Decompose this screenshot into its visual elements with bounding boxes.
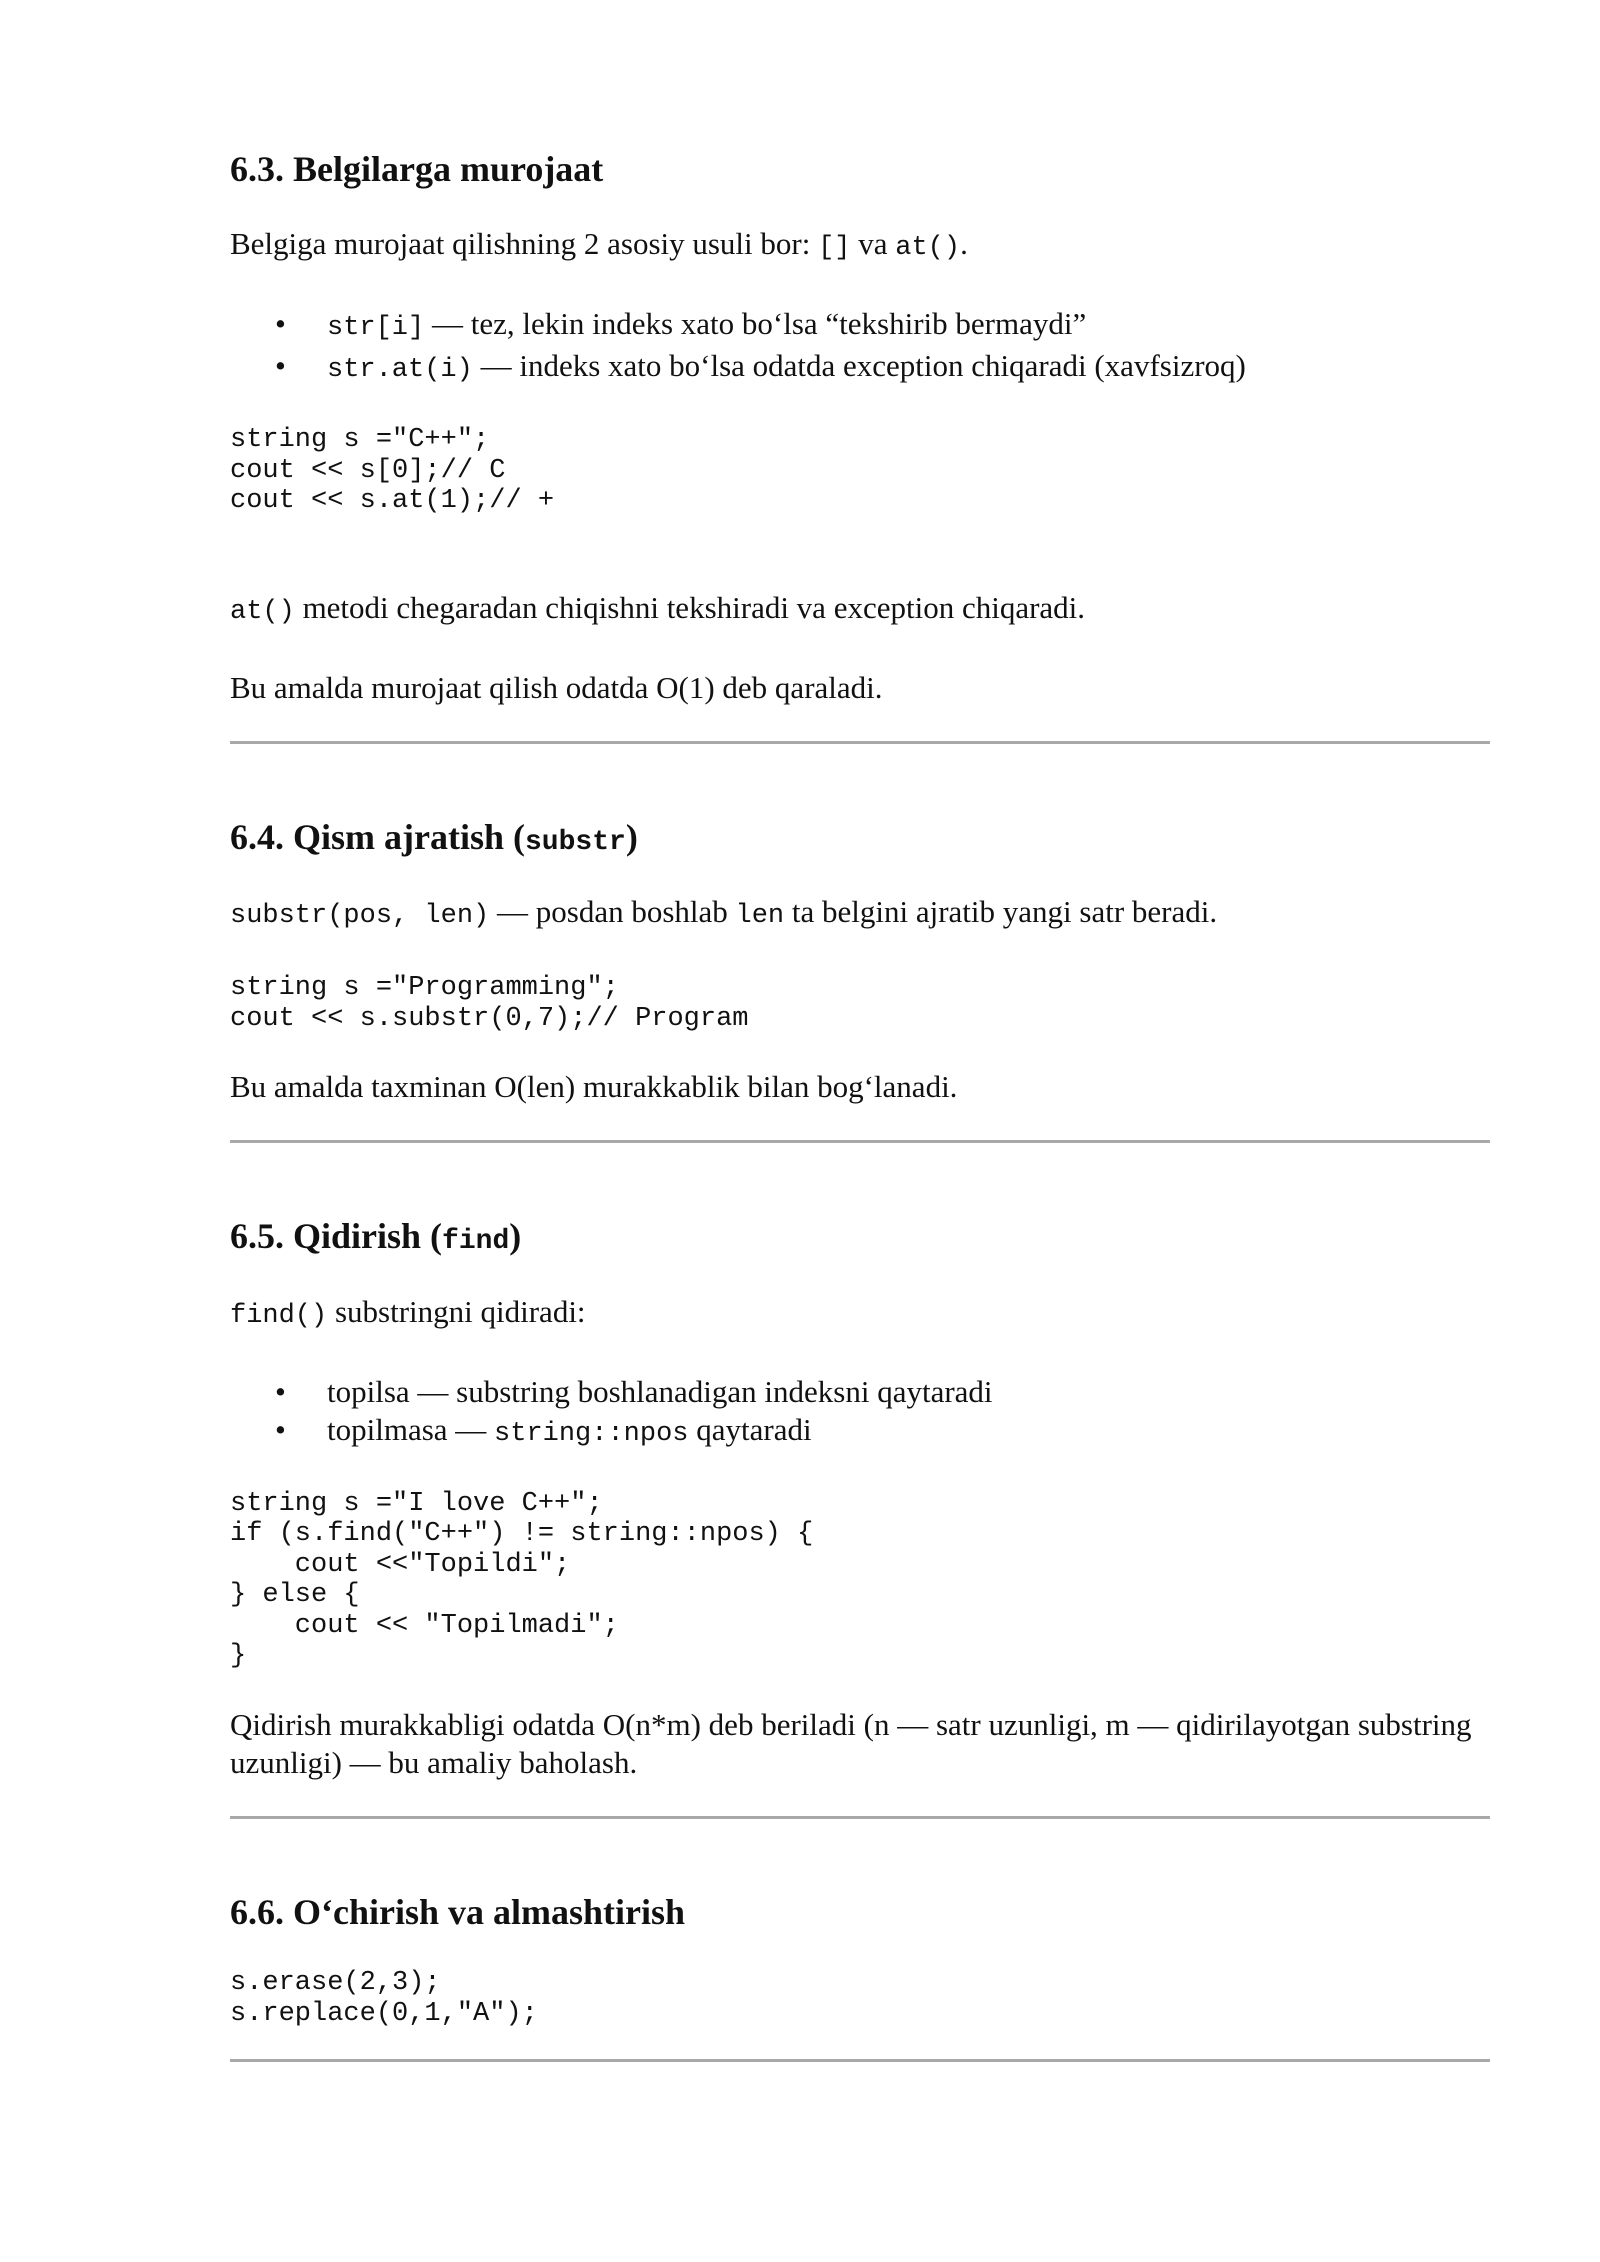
paragraph: at() metodi chegaradan chiqishni tekshiradi va exception chiqaradi. [230, 589, 1086, 627]
list-item: • str[i] — tez, lekin indeks xato bo‘lsa “tekshirib bermaydi” [327, 305, 1490, 347]
document-content [230, 148, 1490, 2062]
horizontal-rule [230, 741, 1490, 744]
section-6-3 [230, 148, 1490, 707]
paragraph: find() substringni qidiradi: [230, 1293, 586, 1331]
list-item: • topilmasa — string::npos qaytaradi [327, 1411, 1490, 1453]
code-block: string s ="C++"; cout << s[0];// C cout << s.at(1);// + [230, 425, 555, 517]
inline-code: at() [230, 596, 295, 627]
section-6-5 [230, 1215, 1490, 1782]
list-item: • topilsa — substring boshlanadigan indeksni qaytaradi [327, 1373, 1490, 1411]
inline-code: find [442, 1226, 510, 1258]
section-6-6 [230, 1891, 1490, 2029]
inline-code: find() [230, 1300, 328, 1331]
horizontal-rule [230, 2059, 1490, 2062]
section-heading: 6.6. O‘chirish va almashtirish [230, 1891, 686, 1932]
code-block: s.erase(2,3); s.replace(0,1,"A"); [230, 1968, 538, 2029]
horizontal-rule [230, 1140, 1490, 1143]
list-item: • str.at(i) — indeks xato bo‘lsa odatda exception chiqaradi (xavfsizroq) [327, 347, 1490, 389]
inline-code: str.at(i) [327, 355, 473, 386]
bullet-list [230, 1373, 1490, 1453]
paragraph: substr(pos, len) — posdan boshlab len ta belgini ajratib yangi satr beradi. [230, 894, 1218, 932]
inline-code: str[i] [327, 313, 425, 344]
section-heading: 6.4. Qism ajratish (substr) [230, 816, 638, 858]
paragraph: Qidirish murakkabligi odatda O(n*m) deb beriladi (n — satr uzunligi, m — qidirilayotgan substring uzunligi) — bu amaliy baholash. [230, 1706, 1472, 1780]
inline-code: [] [818, 233, 851, 264]
paragraph: Bu amalda taxminan O(len) murakkablik bilan bog‘lanadi. [230, 1069, 958, 1105]
paragraph: Bu amalda murojaat qilish odatda O(1) deb qaraladi. [230, 669, 883, 705]
section-6-4 [230, 816, 1490, 1107]
inline-code: string::npos [494, 1418, 689, 1449]
paragraph: Belgiga murojaat qilishning 2 asosiy usuli bor: [] va at(). [230, 226, 968, 264]
inline-code: substr [524, 826, 626, 858]
section-heading: 6.3. Belgilarga murojaat [230, 149, 604, 189]
inline-code: at() [895, 233, 961, 264]
bullet-list [230, 305, 1490, 389]
code-block: string s ="I love C++"; if (s.find("C++") != string::npos) { cout <<"Topildi"; } else { cout << "Topilmadi"; } [230, 1488, 814, 1672]
horizontal-rule [230, 1816, 1490, 1819]
inline-code: len [735, 901, 785, 932]
code-block: string s ="Programming"; cout << s.substr(0,7);// Program [230, 973, 749, 1034]
section-heading: 6.5. Qidirish (find) [230, 1216, 522, 1258]
inline-code: substr(pos, len) [230, 901, 490, 932]
